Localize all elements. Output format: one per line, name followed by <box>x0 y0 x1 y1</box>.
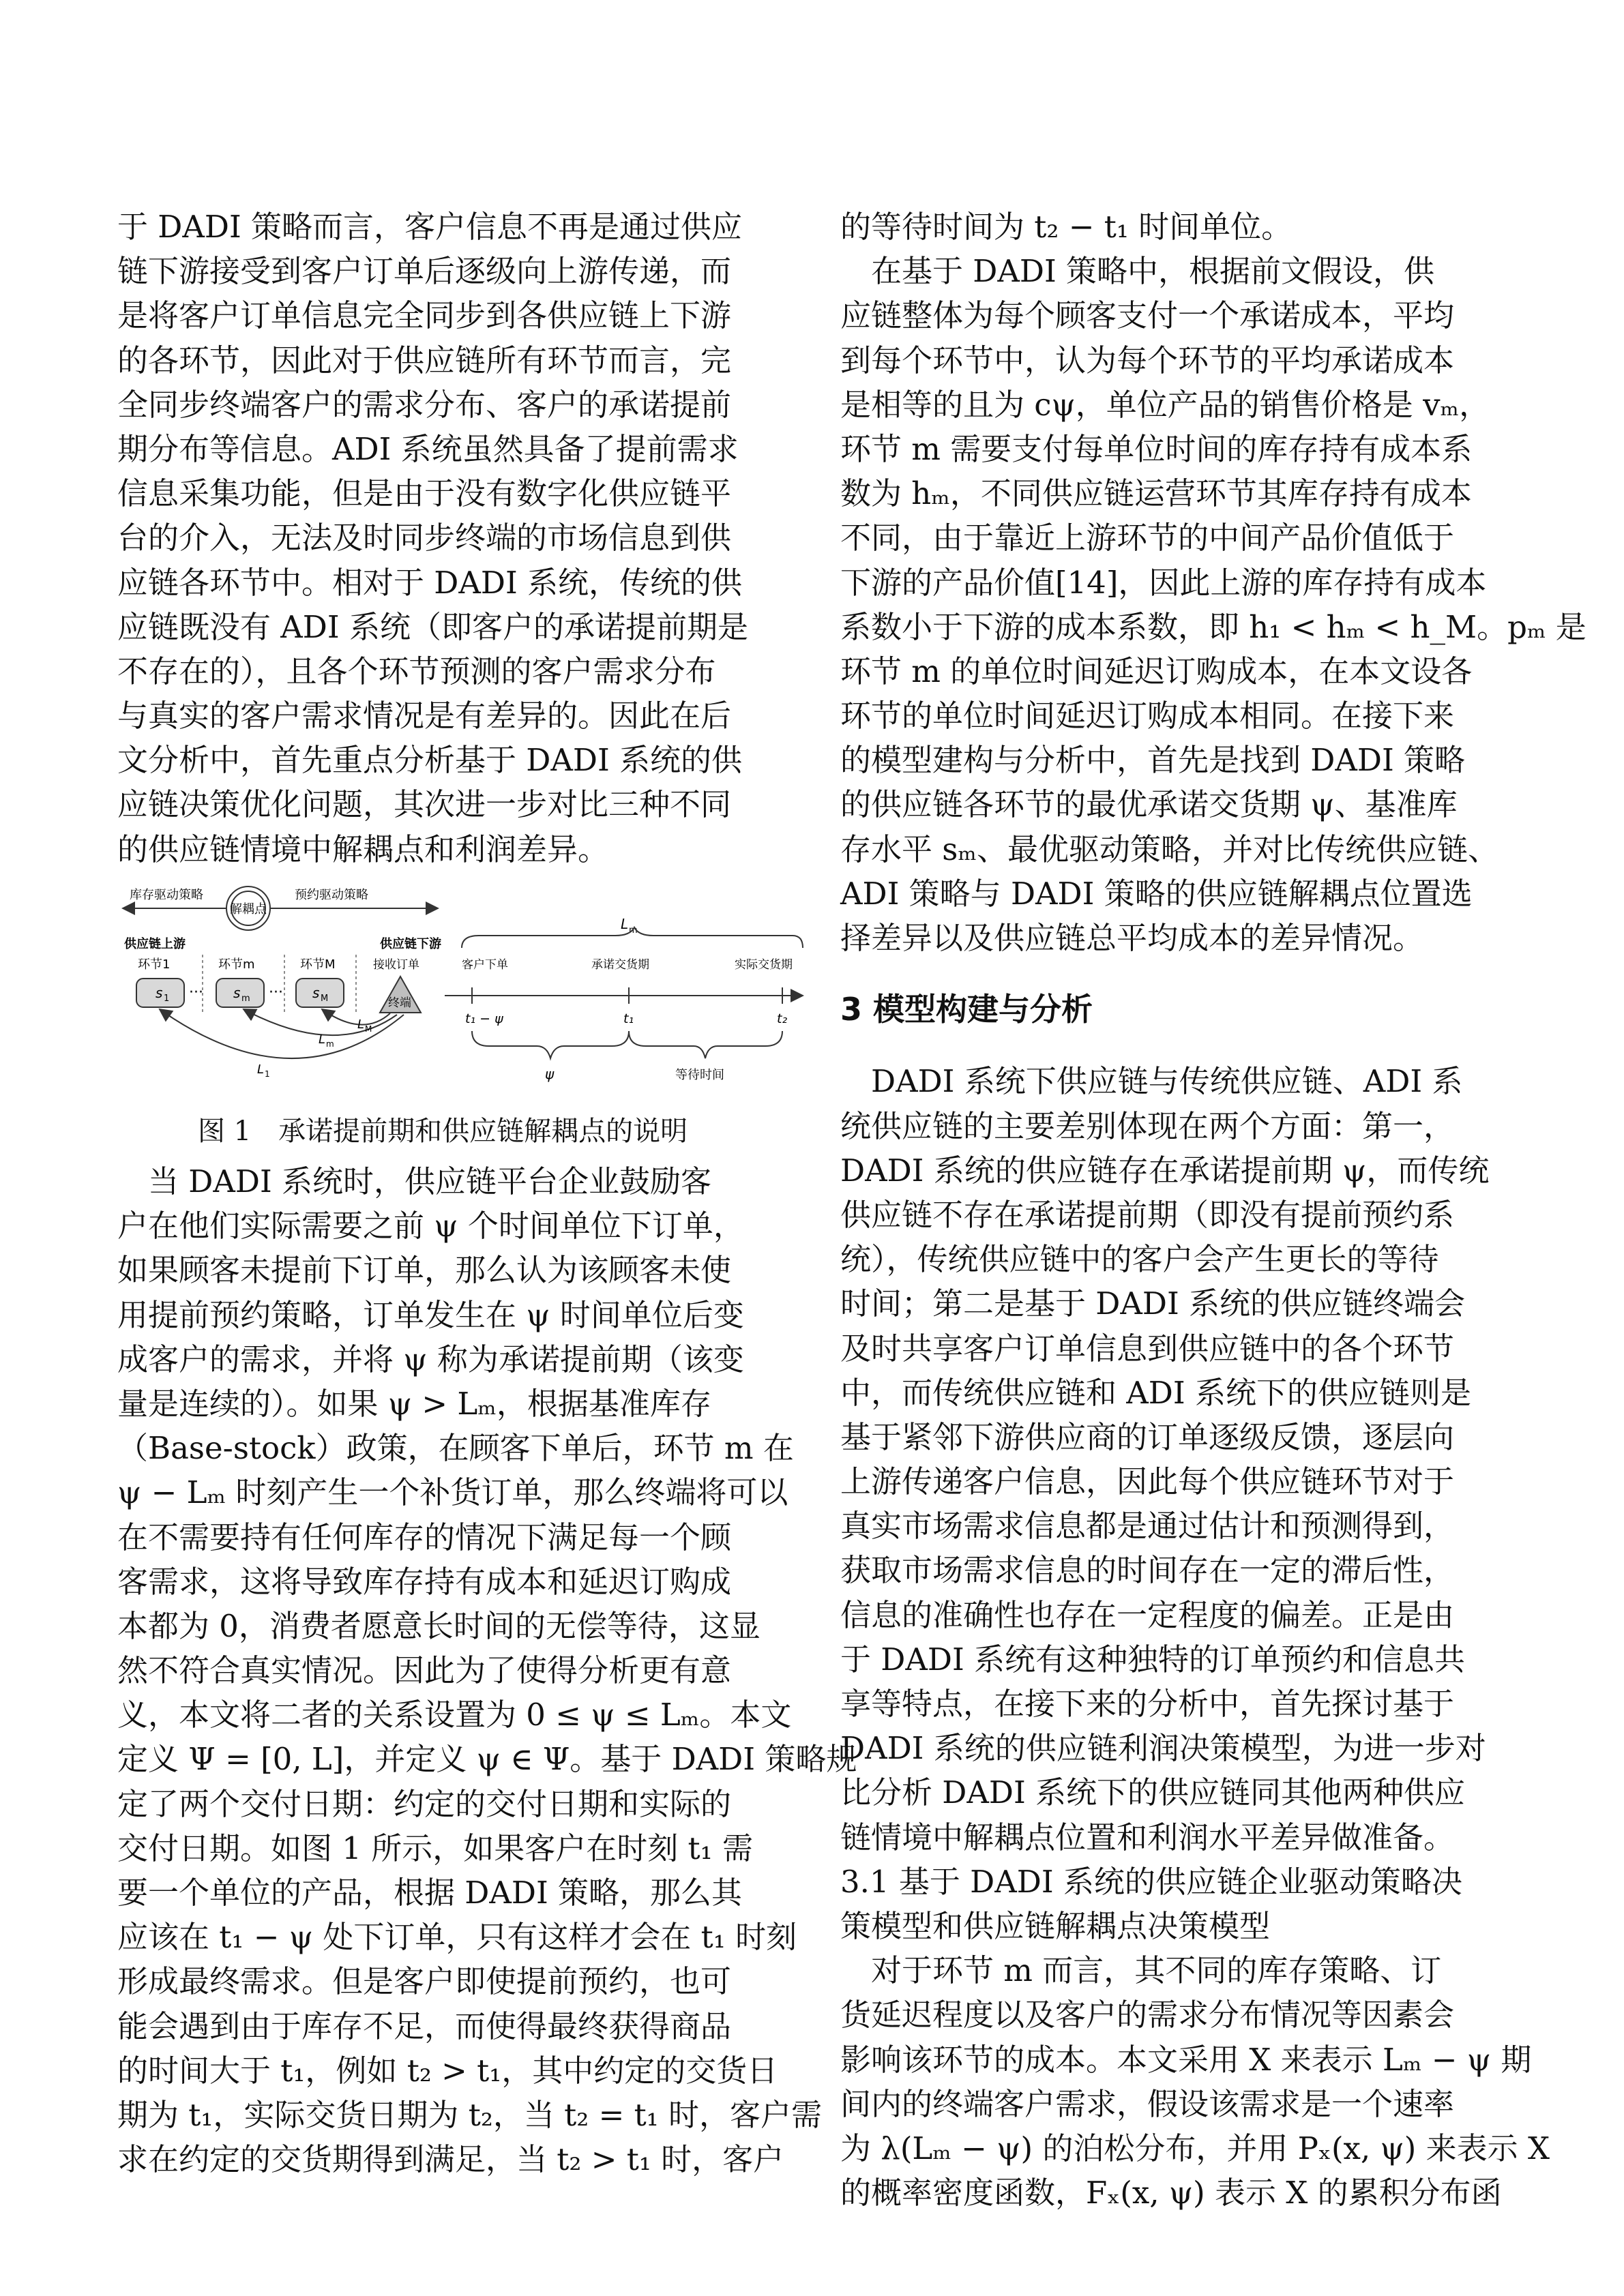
spacer <box>840 960 1516 987</box>
tick-label-t1: t₁ <box>623 1011 634 1026</box>
left-column <box>117 205 786 871</box>
text-line: 信息的准确性也存在一定程度的偏差。正是由 <box>840 1596 1455 1633</box>
text-line: 供应链不存在承诺提前期（即没有提前预约系 <box>840 1196 1455 1233</box>
downstream-label: 供应链下游 <box>380 937 441 951</box>
text-line: 的模型建构与分析中，首先是找到 DADI 策略 <box>840 742 1466 779</box>
psi-brace <box>472 1031 629 1058</box>
text-line: 链下游接受到客户订单后逐级向上游传递，而 <box>117 253 732 290</box>
sM-label: s <box>312 985 320 1001</box>
text-line: 于 DADI 策略而言，客户信息不再是通过供应 <box>117 209 743 245</box>
text-line: 然不符合真实情况。因此为了使得分析更有意 <box>117 1652 732 1689</box>
text-line: 要一个单位的产品，根据 DADI 策略，那么其 <box>117 1875 743 1911</box>
timeline-Lm-label: L <box>621 916 629 932</box>
text-line: 上游传递客户信息，因此每个供应链环节对于 <box>840 1463 1455 1500</box>
text-line: ψ − Lₘ 时刻产生一个补货订单，那么终端将可以 <box>117 1474 788 1511</box>
customer-order-label: 客户下单 <box>462 958 508 972</box>
right-paragraph-1 <box>840 205 1586 960</box>
text-line: 的各环节，因此对于供应链所有环节而言，完 <box>117 342 732 378</box>
L1-subscript: 1 <box>265 1069 270 1079</box>
right-column <box>840 205 1586 2215</box>
wait-brace <box>629 1031 782 1058</box>
figure-caption: 图 1 承诺提前期和供应链解耦点的说明 <box>198 1116 688 1147</box>
upstream-label: 供应链上游 <box>124 937 186 951</box>
node-1-label: 环节1 <box>138 957 171 972</box>
receive-order-label: 接收订单 <box>373 958 419 972</box>
text-line: 基于紧邻下游供应商的订单逐级反馈，逐层向 <box>840 1418 1455 1455</box>
text-line: 的时间大于 t₁，例如 t₂ > t₁，其中约定的交货日 <box>117 2052 778 2089</box>
text-line: 比分析 DADI 系统下的供应链同其他两种供应 <box>840 1774 1466 1811</box>
text-line: DADI 系统的供应链存在承诺提前期 ψ，而传统 <box>840 1152 1490 1189</box>
text-line: 是相等的且为 cψ，单位产品的销售价格是 vₘ， <box>840 386 1490 423</box>
text-line: 成客户的需求，并将 ψ 称为承诺提前期（该变 <box>117 1341 744 1377</box>
text-line: 存水平 sₘ、最优驱动策略，并对比传统供应链、 <box>840 831 1498 867</box>
text-line: 享等特点，在接下来的分析中，首先探讨基于 <box>840 1686 1455 1722</box>
text-line: 数为 hₘ，不同供应链运营环节其库存持有成本 <box>840 475 1472 512</box>
text-line: 应链整体为每个顾客支付一个承诺成本，平均 <box>840 297 1455 334</box>
timeline-Lm-subscript: m <box>629 925 638 936</box>
text-line: 全同步终端客户的需求分布、客户的承诺提前 <box>117 386 732 423</box>
text-line: 统），传统供应链中的客户会产生更长的等待 <box>840 1241 1439 1278</box>
text-line: ADI 策略与 DADI 策略的供应链解耦点位置选 <box>840 875 1473 912</box>
decoupling-point-label: 解耦点 <box>230 902 267 916</box>
terminal-label: 终端 <box>388 996 411 1010</box>
dots-1: ··· <box>189 984 203 1001</box>
subsection-title-line: 3.1 基于 DADI 系统的供应链企业驱动策略决 <box>840 1863 1462 1900</box>
LM-subscript: M <box>365 1024 372 1034</box>
text-line: 环节 m 需要支付每单位时间的库存持有成本系 <box>840 430 1473 467</box>
text-line: 链情境中解耦点位置和利润水平差异做准备。 <box>840 1819 1455 1855</box>
text-line: 求在约定的交货期得到满足，当 t₂ > t₁ 时，客户 <box>117 2141 784 2178</box>
text-line: 及时共享客户订单信息到供应链中的各个环节 <box>840 1330 1455 1367</box>
text-line: 中，而传统供应链和 ADI 系统下的供应链则是 <box>840 1374 1471 1411</box>
text-line: 应链既没有 ADI 系统（即客户的承诺提前期是 <box>117 608 748 645</box>
text-line: 间内的终端客户需求，假设该需求是一个速率 <box>840 2085 1455 2122</box>
inventory-strategy-label: 库存驱动策略 <box>130 888 203 902</box>
text-line: 交付日期。如图 1 所示，如果客户在时刻 t₁ 需 <box>117 1830 753 1866</box>
actual-date-label: 实际交货期 <box>735 958 793 972</box>
subsection-title <box>840 1860 1516 1948</box>
text-line: 于 DADI 系统有这种独特的订单预约和信息共 <box>840 1641 1466 1678</box>
tick-label-t2: t₂ <box>777 1011 788 1026</box>
text-line: 定义 Ψ = [0, L]，并定义 ψ ∈ Ψ。基于 DADI 策略规 <box>117 1741 857 1778</box>
text-line: 系数小于下游的成本系数，即 h₁ < hₘ < h_M。pₘ 是 <box>840 608 1586 645</box>
text-line: DADI 系统的供应链利润决策模型，为进一步对 <box>840 1730 1486 1767</box>
text-line: 义，本文将二者的关系设置为 0 ≤ ψ ≤ Lₘ。本文 <box>117 1697 792 1733</box>
s1-subscript: 1 <box>164 994 170 1004</box>
text-line: 的概率密度函数，Fₓ(x, ψ) 表示 X 的累积分布函 <box>840 2175 1502 2211</box>
text-line: 本都为 0，消费者愿意长时间的无偿等待，这显 <box>117 1607 761 1644</box>
booking-strategy-label: 预约驱动策略 <box>295 888 368 902</box>
text-line: 在基于 DADI 策略中，根据前文假设，供 <box>840 253 1435 290</box>
tick-label-t1-psi: t₁ − ψ <box>465 1011 503 1026</box>
subsection-title-line: 策模型和供应链解耦点决策模型 <box>840 1907 1271 1944</box>
left-paragraph-2 <box>117 1159 857 2181</box>
Lm-label: L <box>319 1032 326 1047</box>
text-line: 量是连续的）。如果 ψ > Lₘ，根据基准库存 <box>117 1385 711 1422</box>
text-line: 如果顾客未提前下订单，那么认为该顾客未使 <box>117 1252 732 1289</box>
text-line: 环节的单位时间延迟订购成本相同。在接下来 <box>840 698 1455 734</box>
text-line: 对于环节 m 而言，其不同的库存策略、订 <box>840 1952 1442 1989</box>
dots-2: ··· <box>269 984 283 1001</box>
node-M-box <box>296 979 344 1007</box>
s1-label: s <box>156 985 163 1001</box>
text-line: 信息采集功能，但是由于没有数字化供应链平 <box>117 475 732 512</box>
text-line: 应链各环节中。相对于 DADI 系统，传统的供 <box>117 564 743 601</box>
node-M-label: 环节M <box>300 957 336 972</box>
Lm-brace <box>462 927 803 948</box>
text-line: 期为 t₁，实际交货日期为 t₂，当 t₂ = t₁ 时，客户需 <box>117 2096 823 2133</box>
text-line: 与真实的客户需求情况是有差异的。因此在后 <box>117 698 732 734</box>
text-line: 形成最终需求。但是客户即使提前预约，也可 <box>117 1963 732 2000</box>
text-line: 的供应链情境中解耦点和利润差异。 <box>117 831 609 867</box>
text-line: 为 λ(Lₘ − ψ) 的泊松分布，并用 Pₓ(x, ψ) 来表示 X <box>840 2130 1550 2166</box>
sm-subscript: m <box>241 994 250 1004</box>
figure-1-diagram <box>117 880 806 1105</box>
text-line: 定了两个交付日期：约定的交付日期和实际的 <box>117 1785 732 1822</box>
text-line: 不存在的），且各个环节预测的客户需求分布 <box>117 653 716 689</box>
sm-label: s <box>233 985 241 1001</box>
text-line: 户在他们实际需要之前 ψ 个时间单位下订单， <box>117 1208 744 1244</box>
text-line: 台的介入，无法及时同步终端的市场信息到供 <box>117 520 732 556</box>
L1-arrow <box>160 1009 404 1058</box>
text-line: 期分布等信息。ADI 系统虽然具备了提前需求 <box>117 430 739 467</box>
section-title: 3 模型构建与分析 <box>840 991 1093 1028</box>
text-line: 时间；第二是基于 DADI 系统的供应链终端会 <box>840 1285 1466 1322</box>
text-line: 下游的产品价值[14]，因此上游的库存持有成本 <box>840 564 1487 601</box>
text-line: DADI 系统下供应链与传统供应链、ADI 系 <box>840 1063 1463 1100</box>
text-line: 择差异以及供应链总平均成本的差异情况。 <box>840 920 1424 956</box>
psi-label: ψ <box>545 1066 555 1082</box>
text-line: 应该在 t₁ − ψ 处下订单，只有这样才会在 t₁ 时刻 <box>117 1919 797 1956</box>
right-paragraph-3 <box>840 1948 1550 2215</box>
text-line: 统供应链的主要差别体现在两个方面：第一， <box>840 1107 1455 1144</box>
LM-label: L <box>357 1017 365 1032</box>
text-line: 客需求，这将导致库存持有成本和延迟订购成 <box>117 1563 732 1600</box>
text-line: 能会遇到由于库存不足，而使得最终获得商品 <box>117 2008 732 2044</box>
text-line: 获取市场需求信息的时间存在一定的滞后性， <box>840 1552 1455 1589</box>
right-paragraph-2 <box>840 1059 1516 1859</box>
wait-time-label: 等待时间 <box>675 1068 724 1082</box>
text-line: 是将客户订单信息完全同步到各供应链上下游 <box>117 297 732 334</box>
text-line: （Base-stock）政策，在顾客下单后，环节 m 在 <box>117 1430 794 1467</box>
sM-subscript: M <box>321 994 329 1004</box>
L1-label: L <box>257 1062 265 1077</box>
text-line: 环节 m 的单位时间延迟订购成本，在本文设各 <box>840 653 1473 689</box>
text-line: 在不需要持有任何库存的情况下满足每一个顾 <box>117 1519 732 1555</box>
left-paragraph-1 <box>117 205 786 871</box>
text-line: 文分析中，首先重点分析基于 DADI 系统的供 <box>117 742 743 779</box>
text-line: 不同，由于靠近上游环节的中间产品价值低于 <box>840 520 1455 556</box>
node-m-label: 环节m <box>218 957 255 972</box>
text-line: 用提前预约策略，订单发生在 ψ 时间单位后变 <box>117 1296 744 1333</box>
text-line: 的等待时间为 t₂ − t₁ 时间单位。 <box>840 209 1293 245</box>
spacer <box>840 1032 1516 1059</box>
text-line: 真实市场需求信息都是通过估计和预测得到， <box>840 1508 1455 1545</box>
text-line: 的供应链各环节的最优承诺交货期 ψ、基准库 <box>840 786 1458 823</box>
text-line: 影响该环节的成本。本文采用 X 来表示 Lₘ − ψ 期 <box>840 2041 1532 2078</box>
text-line: 到每个环节中，认为每个环节的平均承诺成本 <box>840 342 1455 378</box>
promised-date-label: 承诺交货期 <box>591 958 649 972</box>
text-line: 应链决策优化问题，其次进一步对比三种不同 <box>117 786 732 823</box>
text-line: 货延迟程度以及客户的需求分布情况等因素会 <box>840 1997 1455 2033</box>
text-line: 当 DADI 系统时，供应链平台企业鼓励客 <box>117 1163 712 1199</box>
Lm-subscript: m <box>326 1039 334 1049</box>
